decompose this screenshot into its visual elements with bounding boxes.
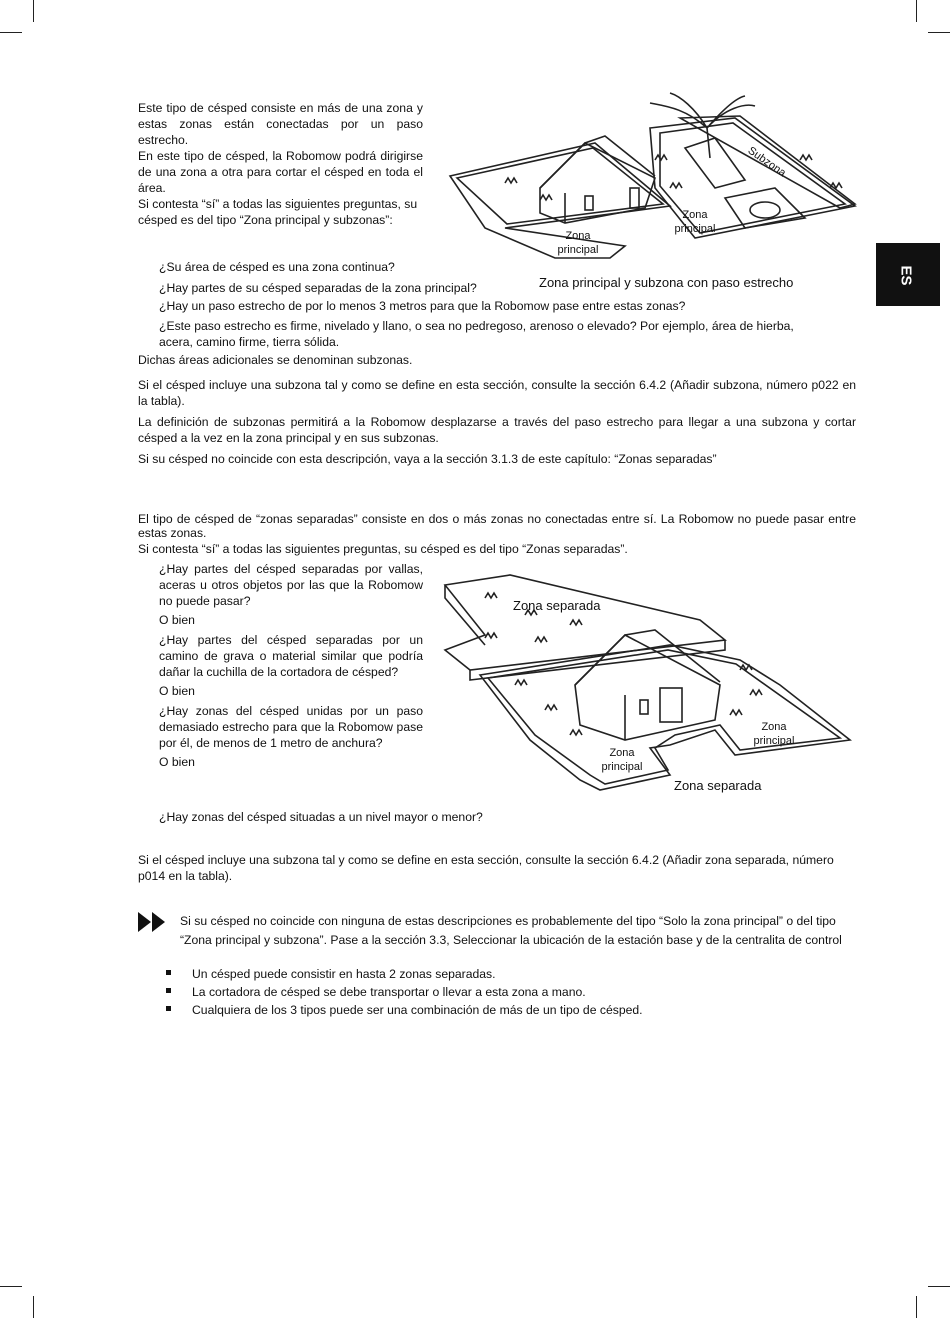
figure-subzone-label-main-left: Zona principal (557, 230, 599, 256)
figure-separate-label-main-left: Zona principal (601, 747, 643, 773)
section2-question-1: ¿Hay partes del césped separadas por vallas, aceras u otros objetos por las que la Robomow no puede pasar? (159, 562, 423, 608)
crop-mark (0, 1286, 22, 1287)
section1-subzone-definition: La definición de subzonas permitirá a la Robomow desplazarse a través del paso estrecho para llegar a una subzona y cortar césped a la vez en la zona principal y en sus subzonas. (138, 415, 856, 445)
section1-goto-reference: Si su césped no coincide con esta descripción, vaya a la sección 3.1.3 de este capítulo: “Zonas separadas” (138, 452, 717, 466)
section1-subzonas-note: Dichas áreas adicionales se denominan subzonas. (138, 353, 413, 367)
figure-subzone-caption: Zona principal y subzona con paso estrecho (539, 275, 794, 290)
section1-question-1: ¿Su área de césped es una zona continua? (159, 260, 395, 274)
crop-mark (928, 32, 950, 33)
figure-separate-label-bottom: Zona separada (674, 778, 762, 793)
note-bullet-1: Un césped puede consistir en hasta 2 zonas separadas. (192, 967, 496, 981)
section1-intro (138, 100, 423, 228)
note-arrow-icon (138, 912, 166, 937)
crop-mark (0, 32, 22, 33)
section1-intro-p2: En este tipo de césped, la Robomow podrá dirigirse de una zona a otra para cortar el césped en toda el área. (138, 149, 423, 195)
crop-mark (916, 1296, 917, 1318)
section2-question-2: ¿Hay partes del césped separadas por un camino de grava o material similar que podría dañar la cuchilla de la cortadora de césped? (159, 633, 423, 679)
section2-intro-question: Si contesta “sí” a todas las siguientes preguntas, su césped es del tipo “Zonas separadas”. (138, 542, 628, 556)
language-tab (876, 243, 940, 306)
figure-subzone-label-main-right: Zona principal (674, 209, 716, 235)
figure-separate-label-main-right: Zona principal (753, 721, 795, 747)
section1-question-4: ¿Este paso estrecho es firme, nivelado y llano, o sea no pedregoso, arenoso o elevado? Por ejemplo, área de hierba, acera, camino firme, tierra sólida. (159, 319, 794, 349)
figure-separate-zones-drawing (440, 570, 860, 800)
crop-mark (33, 1296, 34, 1318)
section1-question-2: ¿Hay partes de su césped separadas de la zona principal? (159, 281, 477, 295)
note-bullet-3: Cualquiera de los 3 tipos puede ser una combinación de más de un tipo de césped. (192, 1003, 643, 1017)
figure-separate-label-top: Zona separada (513, 598, 601, 613)
note-bullet-icon (166, 988, 171, 993)
section2-question-3: ¿Hay zonas del césped unidas por un paso demasiado estrecho para que la Robomow pase por él, de menos de 1 metro de anchura? (159, 704, 423, 750)
section2-or-3: O bien (159, 755, 195, 769)
language-tab-label: ES (897, 265, 915, 286)
section2-reference: Si el césped incluye una subzona tal y como se define en esta sección, consulte la sección 6.4.2 (Añadir zona separada, número p014 en la tabla). (138, 853, 834, 883)
section1-intro-p1: Este tipo de césped consiste en más de una zona y estas zonas están conectadas por un paso estrecho. (138, 101, 423, 147)
note-bullet-icon (166, 970, 171, 975)
note-bullet-2: La cortadora de césped se debe transportar o llevar a esta zona a mano. (192, 985, 586, 999)
section2-or-1: O bien (159, 613, 195, 627)
section2-questions (159, 561, 423, 770)
note-text: Si su césped no coincide con ninguna de estas descripciones es probablemente del tipo “Solo la zona principal” o del tipo “Zona principal y subzona”. Pase a la sección 3.3, Seleccionar la ubicación de la estación base y de la centralita de control (180, 914, 842, 947)
note-bullet-icon (166, 1006, 171, 1011)
crop-mark (916, 0, 917, 22)
section2-question-4: ¿Hay zonas del césped situadas a un nivel mayor o menor? (159, 810, 483, 824)
section1-subzone-reference: Si el césped incluye una subzona tal y como se define en esta sección, consulte la sección 6.4.2 (Añadir subzona, número p022 en la tabla). (138, 378, 856, 408)
crop-mark (33, 0, 34, 22)
section2-intro: El tipo de césped de “zonas separadas” consiste en dos o más zonas no conectadas entre sí. La Robomow no puede pasar entre estas zonas. (138, 512, 856, 540)
section1-intro-p3: Si contesta “sí” a todas las siguientes preguntas, su césped es del tipo “Zona principal y subzonas”: (138, 197, 418, 227)
section2-or-2: O bien (159, 684, 195, 698)
figure-subzone-label-subzona: Subzona (745, 144, 788, 180)
section1-question-3: ¿Hay un paso estrecho de por lo menos 3 metros para que la Robomow pase entre estas zonas? (159, 299, 686, 313)
figure-subzone-drawing (445, 88, 865, 268)
crop-mark (928, 1286, 950, 1287)
